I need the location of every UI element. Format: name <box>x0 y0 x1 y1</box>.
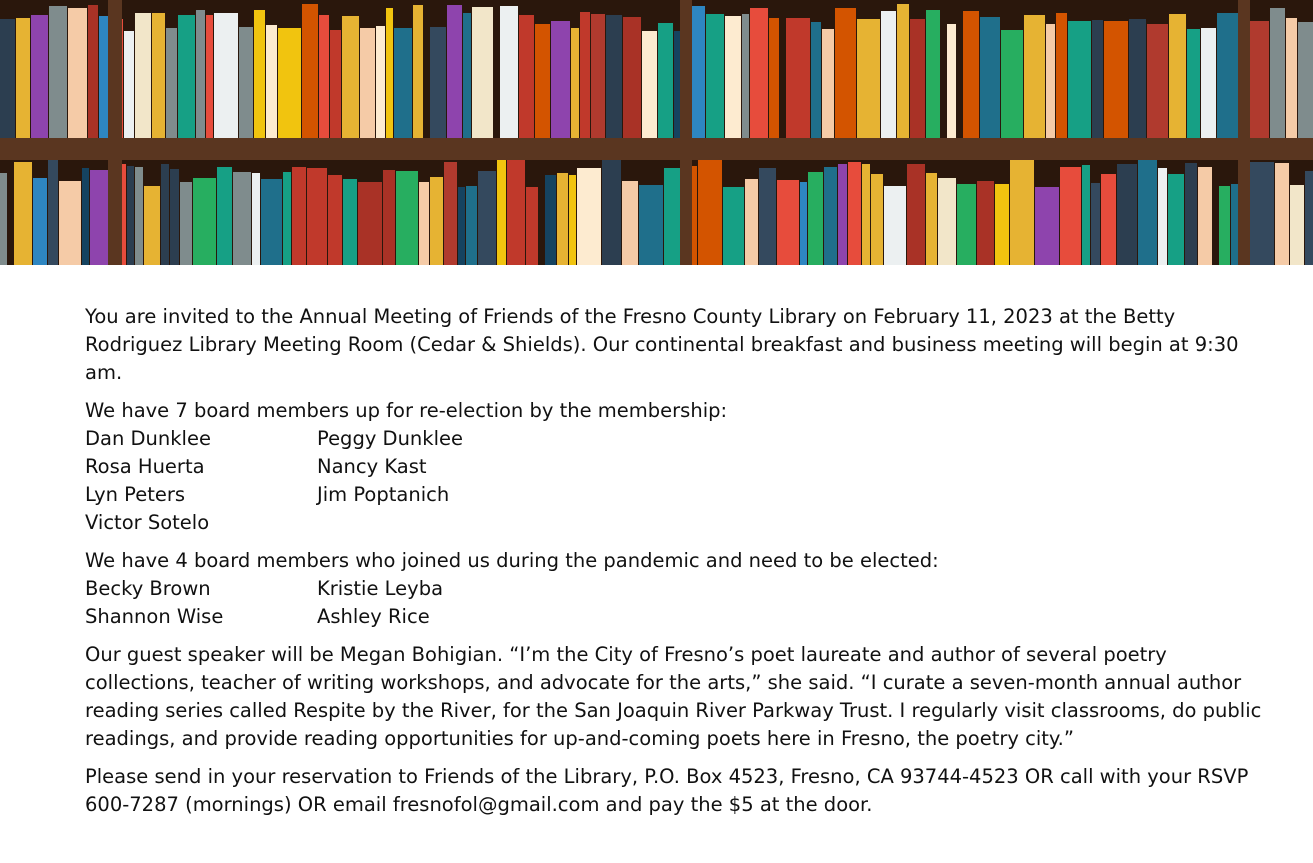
reelection-names <box>85 425 1265 537</box>
book-spine <box>1286 18 1297 138</box>
book-spine <box>196 10 205 138</box>
book-spine <box>1275 163 1289 265</box>
book-spine <box>822 29 834 138</box>
book-spine <box>180 182 192 265</box>
intro-paragraph: You are invited to the Annual Meeting of Friends of the Fresno County Library on February 11, 2023 at the Betty Rodriguez Library Meeting Room (Cedar & Shields). Our continental breakfast and business meeting will begin at 9:30 am. <box>85 305 1239 384</box>
bookshelf-banner <box>0 0 1313 265</box>
board-member-name: Jim Poptanich <box>317 483 450 506</box>
book-spine <box>178 15 195 138</box>
book-spine <box>82 168 89 265</box>
book-spine <box>1305 171 1313 265</box>
book-spine <box>307 168 327 265</box>
book-spine <box>383 170 395 265</box>
book-spine <box>152 13 165 138</box>
book-spine <box>1035 187 1059 265</box>
book-spine <box>386 8 393 138</box>
book-spine <box>1168 174 1184 265</box>
book-spine <box>1198 167 1212 265</box>
board-member-name: Shannon Wise <box>85 605 224 628</box>
book-spine <box>330 30 341 138</box>
invitation-body <box>85 303 1265 829</box>
book-spine <box>910 19 925 138</box>
book-spine <box>777 180 799 265</box>
book-spine <box>266 25 277 138</box>
book-spine <box>1117 164 1137 265</box>
book-spine <box>723 187 744 265</box>
book-spine <box>769 18 779 138</box>
book-spine <box>419 182 429 265</box>
book-spine <box>16 18 30 138</box>
book-spine <box>239 27 253 138</box>
book-spine <box>623 17 641 138</box>
book-spine <box>947 24 956 138</box>
book-spine <box>319 15 329 138</box>
book-spine <box>857 19 880 138</box>
book-spine <box>358 182 382 265</box>
book-spine <box>1056 13 1067 138</box>
book-spine <box>206 15 213 138</box>
book-spine <box>144 186 160 265</box>
book-spine <box>1129 19 1146 138</box>
book-spine <box>1217 13 1239 138</box>
bookshelf-image <box>0 0 1313 265</box>
book-spine <box>458 187 465 265</box>
book-spine <box>642 31 657 138</box>
book-spine <box>396 171 418 265</box>
book-spine <box>1010 160 1034 265</box>
book-spine <box>977 181 994 265</box>
book-spine <box>545 175 556 265</box>
book-spine <box>526 187 538 265</box>
book-spine <box>1001 30 1023 138</box>
book-spine <box>800 182 807 265</box>
book-spine <box>577 168 601 265</box>
book-spine <box>124 31 134 138</box>
book-spine <box>706 14 724 138</box>
book-spine <box>1298 22 1313 138</box>
book-spine <box>254 10 265 138</box>
book-spine <box>698 160 722 265</box>
book-spine <box>835 8 856 138</box>
book-spine <box>907 164 925 265</box>
book-spine <box>31 15 48 138</box>
rsvp-paragraph: Please send in your reservation to Friends of the Library, P.O. Box 4523, Fresno, CA 93744-4523 OR call with your RSVP 600-7287 (mornings) OR email fresnofol@gmail.com and pay the $5 at the door. <box>85 765 1249 816</box>
book-spine <box>995 184 1009 265</box>
board-member-name: Victor Sotelo <box>85 511 210 534</box>
book-spine <box>557 173 568 265</box>
book-spine <box>750 8 768 138</box>
book-spine <box>1147 24 1168 138</box>
book-spine <box>551 21 570 138</box>
book-spine <box>725 16 741 138</box>
book-spine <box>88 5 98 138</box>
book-spine <box>170 169 179 265</box>
book-spine <box>466 186 477 265</box>
board-member-name: Kristie Leyba <box>317 577 444 600</box>
book-spine <box>472 7 493 138</box>
reelection-heading: We have 7 board members up for re-election by the membership: <box>85 399 728 422</box>
book-spine <box>622 181 638 265</box>
book-spine <box>430 177 443 265</box>
book-spine <box>193 178 216 265</box>
book-spine <box>166 28 177 138</box>
board-member-name: Becky Brown <box>85 577 211 600</box>
book-spine <box>217 167 232 265</box>
book-spine <box>1068 21 1091 138</box>
book-spine <box>606 15 622 138</box>
book-spine <box>252 173 260 265</box>
book-spine <box>0 19 15 138</box>
book-spine <box>824 167 837 265</box>
book-spine <box>580 12 590 138</box>
book-spine <box>1169 14 1186 138</box>
book-spine <box>478 171 496 265</box>
book-spine <box>413 5 423 138</box>
board-member-name: Ashley Rice <box>317 605 430 628</box>
book-spine <box>135 13 151 138</box>
book-spine <box>214 13 238 138</box>
book-spine <box>233 172 251 265</box>
book-spine <box>1024 15 1045 138</box>
book-spine <box>90 170 108 265</box>
shelf-upright <box>1238 0 1250 265</box>
board-member-name: Nancy Kast <box>317 455 427 478</box>
book-spine <box>328 175 342 265</box>
book-spine <box>1201 28 1216 138</box>
book-spine <box>1101 174 1116 265</box>
book-spine <box>811 22 821 138</box>
book-spine <box>500 6 518 138</box>
book-spine <box>1250 162 1274 265</box>
book-spine <box>881 11 896 138</box>
book-spine <box>808 172 823 265</box>
book-spine <box>278 28 301 138</box>
book-spine <box>742 14 749 138</box>
book-spine <box>343 179 357 265</box>
book-spine <box>1082 165 1090 265</box>
book-spine <box>897 4 909 138</box>
book-spine <box>497 160 506 265</box>
book-spine <box>926 10 940 138</box>
book-spine <box>848 162 861 265</box>
book-spine <box>871 174 883 265</box>
book-spine <box>430 27 446 138</box>
book-spine <box>302 4 318 138</box>
book-spine <box>1187 29 1200 138</box>
book-spine <box>447 5 462 138</box>
book-spine <box>127 166 134 265</box>
book-spine <box>507 160 525 265</box>
shelf-board <box>0 138 1313 160</box>
board-member-name: Lyn Peters <box>85 483 186 506</box>
book-spine <box>838 164 847 265</box>
book-spine <box>1290 185 1304 265</box>
book-spine <box>519 15 534 138</box>
book-spine <box>1158 168 1167 265</box>
book-spine <box>1270 8 1285 138</box>
speaker-paragraph: Our guest speaker will be Megan Bohigian. “I’m the City of Fresno’s poet laureate and author of several poetry collections, teacher of writing workshops, and advocate for the arts,” she said. “I curate a seven-month annual author reading series called Respite by the River, for the San Joaquin River Parkway Trust. I regularly visit classrooms, do public readings, and provide reading opportunities for up-and-coming poets here in Fresno, the poetry city.” <box>85 643 1262 750</box>
book-spine <box>68 8 87 138</box>
book-spine <box>691 6 705 138</box>
book-spine <box>376 26 385 138</box>
book-spine <box>49 6 67 138</box>
book-spine <box>980 17 1000 138</box>
book-spine <box>342 16 359 138</box>
pandemic-names <box>85 575 1265 631</box>
book-spine <box>569 175 576 265</box>
book-spine <box>463 13 471 138</box>
book-spine <box>884 186 906 265</box>
book-spine <box>862 164 870 265</box>
book-spine <box>591 14 605 138</box>
board-member-name: Rosa Huerta <box>85 455 205 478</box>
book-spine <box>1091 183 1100 265</box>
book-spine <box>135 167 143 265</box>
book-spine <box>957 184 976 265</box>
book-spine <box>14 162 32 265</box>
book-spine <box>786 18 810 138</box>
book-spine <box>1248 21 1269 138</box>
book-spine <box>33 178 47 265</box>
book-spine <box>1104 21 1128 138</box>
book-spine <box>394 28 412 138</box>
book-spine <box>1092 20 1103 138</box>
pandemic-heading: We have 4 board members who joined us during the pandemic and need to be elected: <box>85 549 939 572</box>
book-spine <box>1185 163 1197 265</box>
book-spine <box>602 160 621 265</box>
book-spine <box>1060 167 1081 265</box>
shelf-upright <box>680 0 692 265</box>
book-spine <box>99 16 108 138</box>
book-spine <box>1046 24 1055 138</box>
book-spine <box>535 24 550 138</box>
book-spine <box>0 173 7 265</box>
book-spine <box>926 173 937 265</box>
book-spine <box>261 179 282 265</box>
shelf-upright <box>108 0 122 265</box>
book-spine <box>1138 160 1157 265</box>
book-spine <box>571 28 579 138</box>
book-spine <box>658 23 673 138</box>
book-spine <box>292 167 306 265</box>
book-spine <box>938 178 956 265</box>
book-spine <box>444 162 457 265</box>
book-spine <box>759 168 776 265</box>
book-spine <box>1219 186 1230 265</box>
book-spine <box>963 11 979 138</box>
book-spine <box>745 179 758 265</box>
book-spine <box>639 185 663 265</box>
book-spine <box>48 160 58 265</box>
book-spine <box>360 28 375 138</box>
book-spine <box>161 164 169 265</box>
book-spine <box>283 172 291 265</box>
board-member-name: Peggy Dunklee <box>317 427 463 450</box>
book-spine <box>59 181 81 265</box>
board-member-name: Dan Dunklee <box>85 427 211 450</box>
